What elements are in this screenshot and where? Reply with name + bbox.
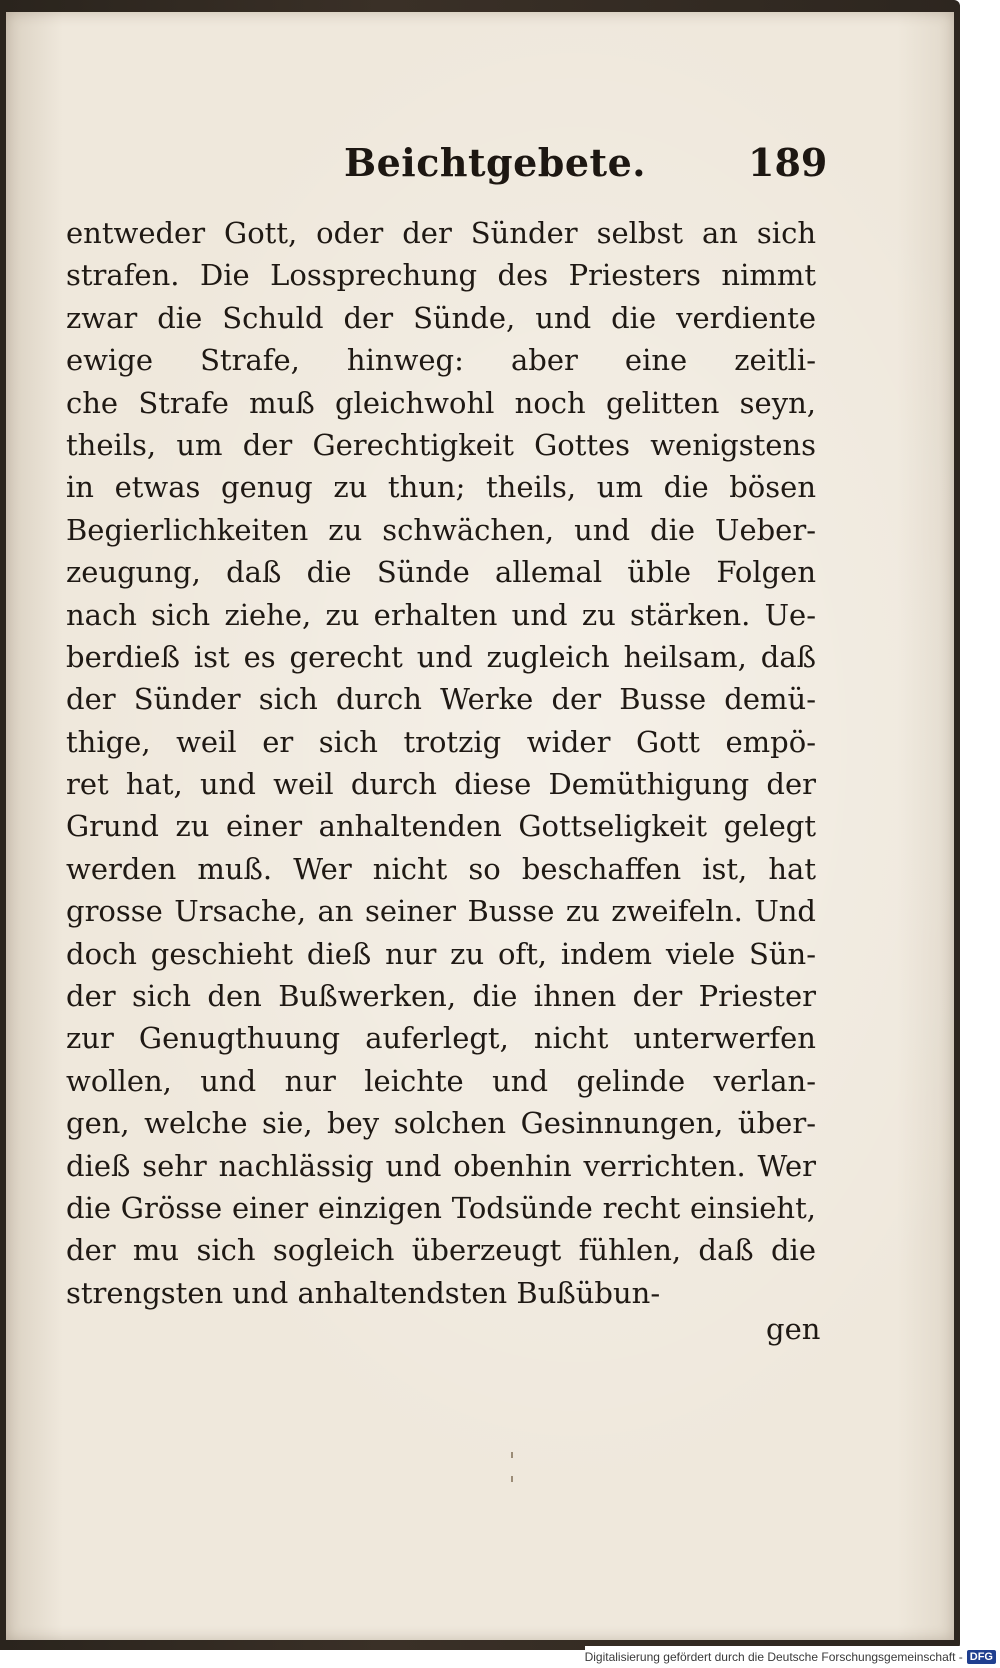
text-line: entweder Gott, oder der Sünder selbst an sich (66, 216, 816, 250)
text-line: strafen. Die Lossprechung des Priesters nimmt (66, 258, 816, 293)
text-line: der sich den Bußwerken, die ihnen der Priester (66, 979, 816, 1014)
body-text (66, 212, 816, 1314)
text-line: doch geschieht dieß nur zu oft, indem viele Sün- (66, 936, 816, 971)
book-page (6, 12, 954, 1640)
text-line: in etwas genug zu thun; theils, um die bösen (66, 470, 816, 505)
text-line: thige, weil er sich trotzig wider Gott empö- (66, 724, 816, 759)
paper-speck (511, 1452, 513, 1458)
text-line: werden muß. Wer nicht so beschaffen ist, hat (66, 851, 816, 886)
text-line: nach sich ziehe, zu erhalten und zu stärken. Ue- (66, 597, 816, 632)
page-number: 189 (748, 140, 828, 185)
paper-speck (511, 1476, 513, 1482)
running-title: Beichtgebete. (344, 140, 647, 185)
text-line: Grund zu einer anhaltenden Gottseligkeit gelegt (66, 809, 816, 844)
page-header (6, 140, 954, 200)
text-line: ewige Strafe, hinweg: aber eine zeitli- (66, 343, 816, 378)
dfg-logo: DFG (967, 1650, 996, 1664)
text-line: zeugung, daß die Sünde allemal üble Folgen (66, 555, 816, 590)
text-line: ret hat, und weil durch diese Demüthigung der (66, 767, 816, 802)
text-line: Begierlichkeiten zu schwächen, und die Ueber- (66, 512, 816, 547)
text-line: grosse Ursache, an seiner Busse zu zweifeln. Und (66, 894, 816, 929)
text-line: gen, welche sie, bey solchen Gesinnungen, über- (66, 1106, 816, 1141)
text-line: die Grösse einer einzigen Todsünde recht einsieht, (66, 1190, 816, 1225)
text-line: strengsten und anhaltendsten Bußübun- (66, 1275, 661, 1310)
text-line: der mu sich sogleich überzeugt fühlen, daß die (66, 1233, 816, 1268)
catchword: gen (766, 1312, 821, 1346)
text-line: berdieß ist es gerecht und zugleich heilsam, daß (66, 639, 816, 674)
funding-credit-text: Digitalisierung gefördert durch die Deutsche Forschungsgemeinschaft - (584, 1650, 963, 1664)
text-line: der Sünder sich durch Werke der Busse demü- (66, 682, 816, 717)
text-line: theils, um der Gerechtigkeit Gottes wenigstens (66, 427, 816, 462)
text-line: che Strafe muß gleichwohl noch gelitten seyn, (66, 385, 816, 420)
text-line: dieß sehr nachlässig und obenhin verrichten. Wer (66, 1148, 816, 1183)
text-line: wollen, und nur leichte und gelinde verlan- (66, 1063, 816, 1098)
text-line: zwar die Schuld der Sünde, und die verdiente (66, 300, 816, 335)
text-line: zur Genugthuung auferlegt, nicht unterwerfen (66, 1021, 816, 1056)
digitization-credit-banner (585, 1646, 1000, 1668)
